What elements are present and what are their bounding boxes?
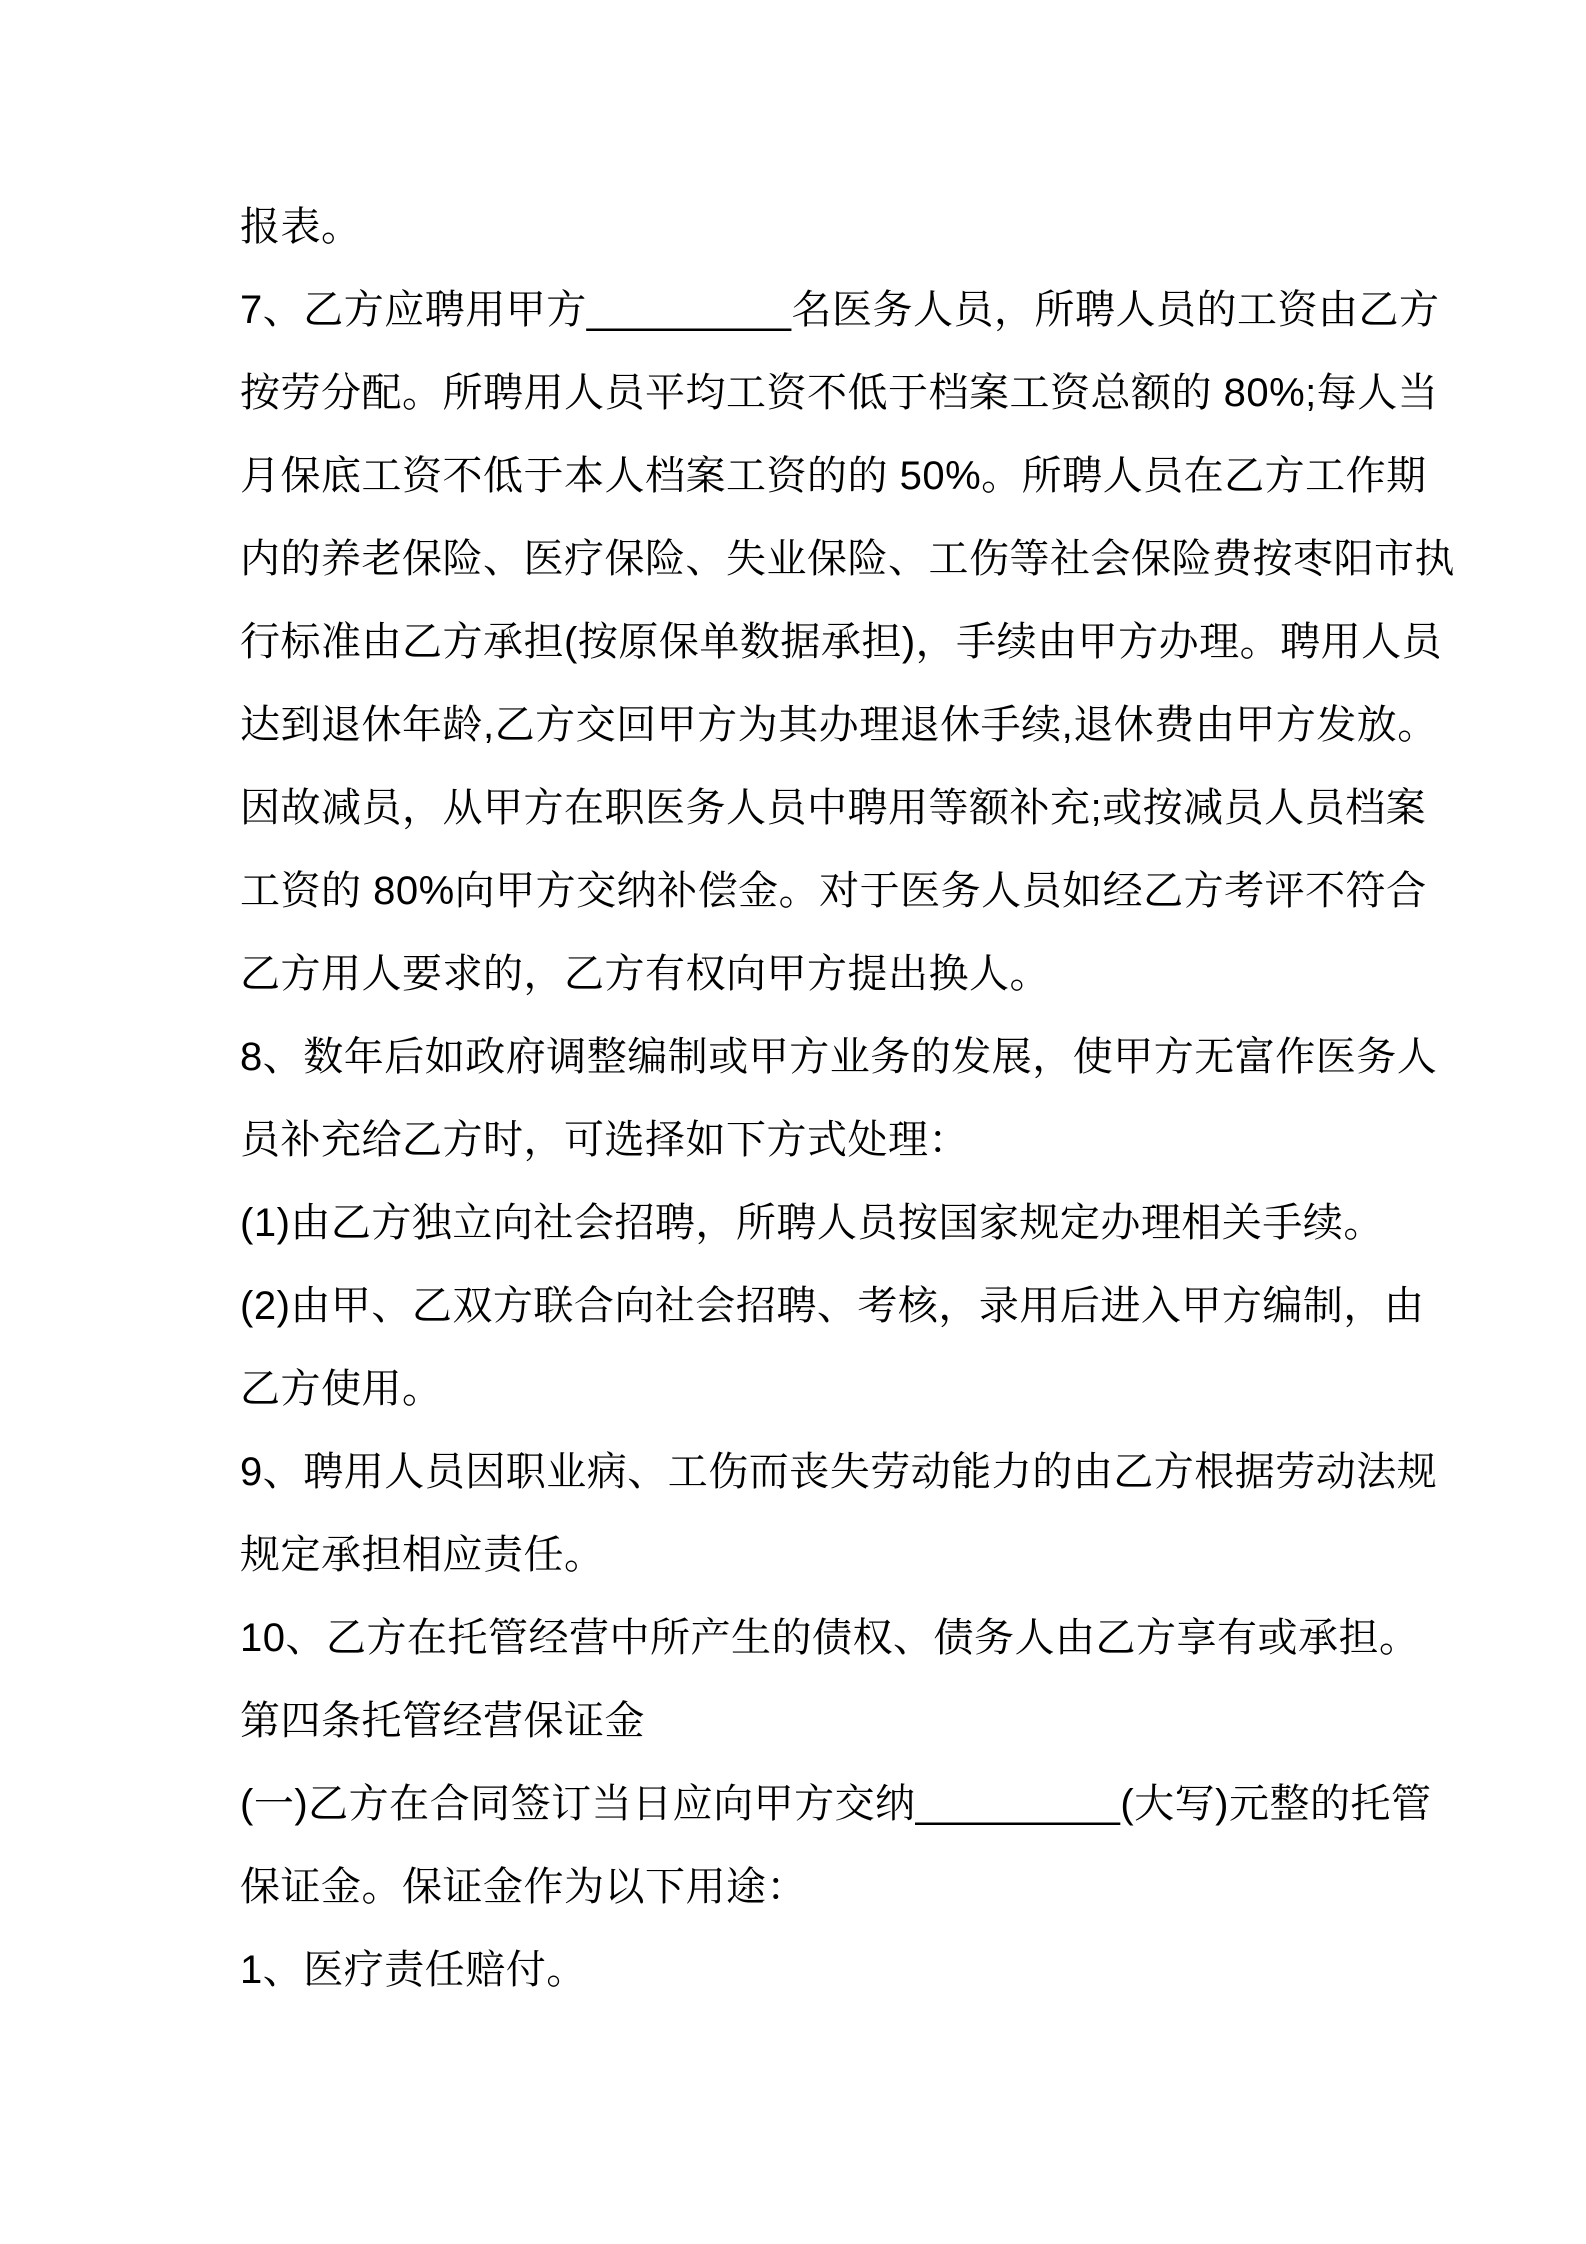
text-line: 乙方使用。 <box>240 1367 443 1411</box>
text-line: (1)由乙方独立向社会招聘，所聘人员按国家规定办理相关手续。 <box>240 1201 1384 1245</box>
text-line: 月保底工资不低于本人档案工资的的 50%。所聘人员在乙方工作期 <box>240 454 1427 498</box>
text-line: 达到退休年龄,乙方交回甲方为其办理退休手续,退休费由甲方发放。 <box>240 703 1438 747</box>
text-line: 第四条托管经营保证金 <box>240 1699 645 1743</box>
text-line: 行标准由乙方承担(按原保单数据承担)，手续由甲方办理。聘用人员 <box>240 620 1443 664</box>
text-line: 10、乙方在托管经营中所产生的债权、债务人由乙方享有或承担。 <box>240 1616 1420 1660</box>
text-line: (一)乙方在合同签订当日应向甲方交纳_________(大写)元整的托管 <box>240 1782 1432 1826</box>
text-line: 9、聘用人员因职业病、工伤而丧失劳动能力的由乙方根据劳动法规 <box>240 1450 1438 1494</box>
text-line: 7、乙方应聘用甲方_________名医务人员，所聘人员的工资由乙方 <box>240 288 1440 332</box>
text-line: 员补充给乙方时，可选择如下方式处理： <box>240 1118 969 1162</box>
text-line: 内的养老保险、医疗保险、失业保险、工伤等社会保险费按枣阳市执 <box>240 537 1455 581</box>
text-line: 1、医疗责任赔付。 <box>240 1948 587 1992</box>
text-line: 工资的 80%向甲方交纳补偿金。对于医务人员如经乙方考评不符合 <box>240 869 1427 913</box>
text-line: 乙方用人要求的，乙方有权向甲方提出换人。 <box>240 952 1050 996</box>
text-line: 因故减员，从甲方在职医务人员中聘用等额补充;或按减员人员档案 <box>240 786 1427 830</box>
text-line: 规定承担相应责任。 <box>240 1533 605 1577</box>
text-line: 按劳分配。所聘用人员平均工资不低于档案工资总额的 80%;每人当 <box>240 371 1439 415</box>
text-line: (2)由甲、乙双方联合向社会招聘、考核，录用后进入甲方编制，由 <box>240 1284 1425 1328</box>
text-line: 保证金。保证金作为以下用途： <box>240 1865 807 1909</box>
text-line: 报表。 <box>240 205 362 249</box>
text-line: 8、数年后如政府调整编制或甲方业务的发展，使甲方无富作医务人 <box>240 1035 1438 1079</box>
